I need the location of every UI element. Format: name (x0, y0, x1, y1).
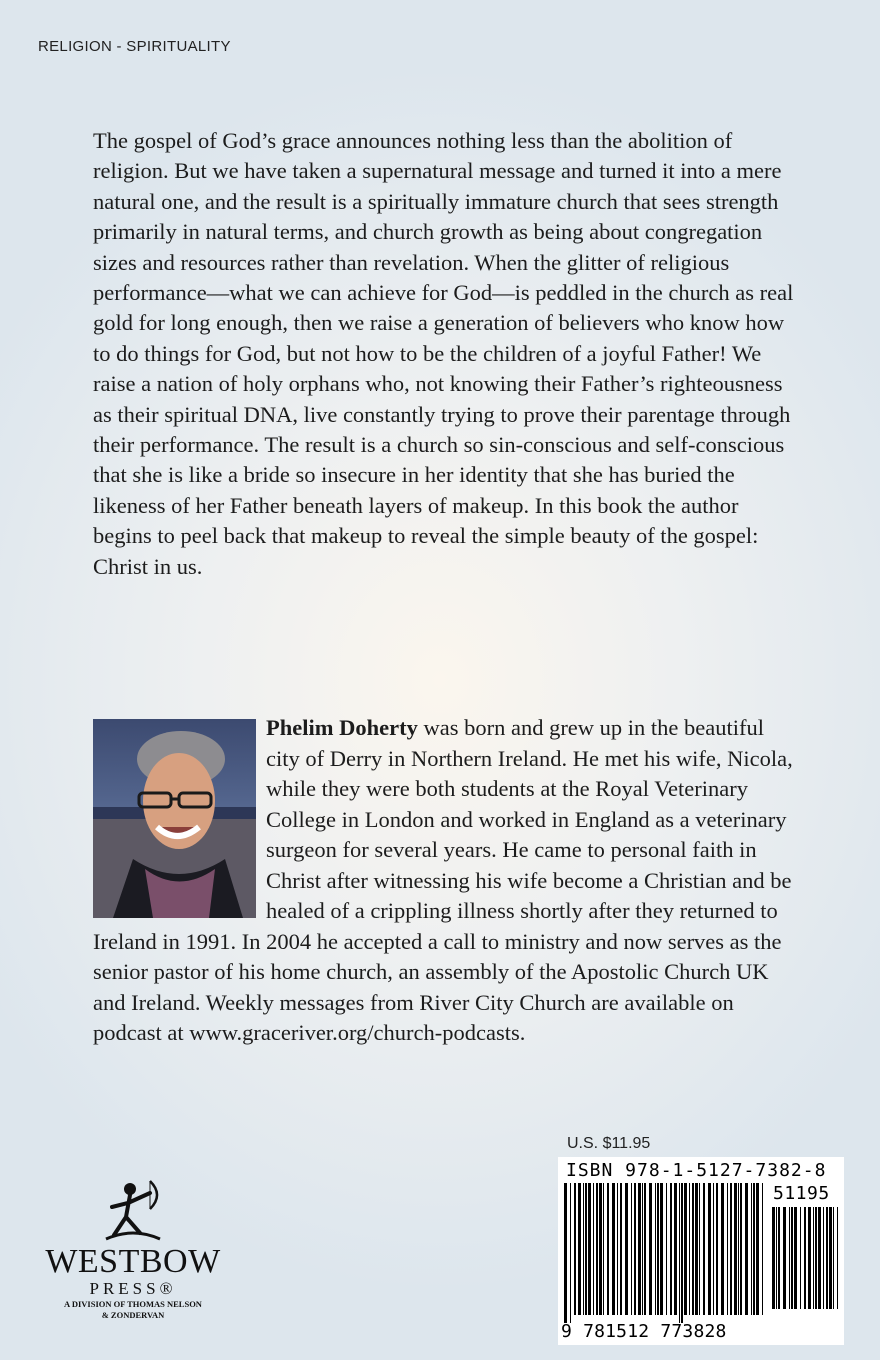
barcode-bar (588, 1183, 591, 1315)
barcode-bar (574, 1183, 576, 1315)
publisher-press: PRESS® (89, 1279, 177, 1298)
barcode-bar (800, 1207, 801, 1309)
barcode-bar (794, 1207, 797, 1309)
barcode-bar (716, 1183, 718, 1315)
barcode-bar (689, 1183, 690, 1315)
book-description: The gospel of God’s grace announces nothing less than the abolition of religion. But we have taken a supernatural message and turned it into a mere natural one, and the result is a spiritually immature church that sees strength primarily in natural terms, and church growth as being about congregation sizes and resources rather than revelation. When the glitter of religious performance—what we can achieve for God—is peddled in the church as real gold for long enough, then we raise a generation of believers who know how to do things for God, but not how to be the children of a joyful Father! We raise a nation of holy orphans who, not knowing their Father’s righteousness as their spiritual DNA, live constantly trying to prove their parentage through their performance. The result is a church so sin-conscious and self-conscious that she is like a bride so insecure in her identity that she has buried the likeness of her Father beneath layers of makeup. In this book the author begins to peel back that makeup to reveal the simple beauty of the gospel: Christ in us. (93, 128, 794, 579)
barcode-bar (740, 1183, 742, 1315)
barcode-bar (607, 1183, 609, 1315)
publisher-name: WESTBOW (45, 1243, 221, 1280)
barcode-bar (695, 1183, 698, 1315)
barcode-bar (826, 1207, 828, 1309)
barcode-bar (730, 1183, 732, 1315)
barcode-bar (699, 1183, 700, 1315)
barcode-bar (564, 1183, 567, 1323)
barcode-bar (674, 1183, 677, 1315)
category-label: RELIGION - SPIRITUALITY (38, 38, 231, 55)
barcode-bar (791, 1207, 793, 1309)
barcode-bar (596, 1183, 598, 1315)
price-label: U.S. $11.95 (567, 1135, 651, 1152)
barcode-bar (753, 1183, 755, 1315)
barcode-bar (692, 1183, 694, 1315)
barcode-bar (756, 1183, 759, 1315)
price-code: 51195 (773, 1183, 830, 1204)
barcode-bar (813, 1207, 814, 1309)
barcode-bar (679, 1183, 680, 1323)
barcode-bar (713, 1183, 714, 1315)
barcode-bar (708, 1183, 711, 1315)
publisher-division-2: & ZONDERVAN (101, 1310, 165, 1320)
barcode-bar (783, 1207, 786, 1309)
isbn-text: ISBN 978-1-5127-7382-8 (566, 1160, 827, 1181)
barcode-bar (666, 1183, 667, 1315)
barcode-bar (612, 1183, 615, 1315)
ean-barcode (564, 1183, 764, 1323)
barcode-bar (599, 1183, 602, 1315)
barcode-bar (578, 1183, 581, 1315)
barcode-bar (657, 1183, 659, 1315)
barcode-bar (776, 1207, 777, 1309)
barcode-bar (815, 1207, 817, 1309)
barcode-bar (593, 1183, 594, 1315)
archer-icon (28, 1175, 238, 1245)
barcode-bar (644, 1183, 646, 1315)
barcode-bar (837, 1207, 838, 1309)
barcode-bar (734, 1183, 737, 1315)
barcode-bar (631, 1183, 632, 1315)
author-bio-text: was born and grew up in the beautiful city of Derry in Northern Ireland. He met his wife, Nicola, while they were both students at the Royal Veterinary College in London and worked in England as a veterinary surgeon for several years. He came to personal faith in Christ after witnessing his wife become a Christian and be healed of a crippling illness shortly after they returned to Ireland in 1991. In 2004 he accepted a call to ministry and now serves as the senior pastor of his home church, an assembly of the Apostolic Church UK and Ireland. Weekly messages from River City Church are available on podcast at www.graceriver.org/church-podcasts. (93, 715, 793, 1045)
author-bio (93, 713, 793, 1049)
barcode-bar (745, 1183, 748, 1315)
barcode-bar (789, 1207, 790, 1309)
barcode-panel (558, 1157, 844, 1345)
barcode-bar (818, 1207, 821, 1309)
price-addon-barcode (772, 1207, 838, 1317)
barcode-bar (670, 1183, 672, 1315)
author-name: Phelim Doherty (266, 715, 418, 740)
barcode-bar (684, 1183, 687, 1315)
barcode-bar (823, 1207, 824, 1309)
barcode-bar (751, 1183, 752, 1315)
barcode-bar (703, 1183, 705, 1315)
publisher-logo (28, 1175, 238, 1335)
barcode-bar (570, 1183, 571, 1323)
barcode-bar (649, 1183, 652, 1315)
barcode-bar (638, 1183, 641, 1315)
barcode-bar (617, 1183, 618, 1315)
barcode-bar (634, 1183, 636, 1315)
barcode-bar (833, 1207, 834, 1309)
publisher-division-1: A DIVISION OF THOMAS NELSON (64, 1299, 202, 1309)
barcode-bar (620, 1183, 622, 1315)
barcode-bar (603, 1183, 604, 1315)
barcode-bar (583, 1183, 584, 1315)
barcode-bar (681, 1183, 683, 1323)
barcode-bar (778, 1207, 780, 1309)
ean-digits: 9 781512 773828 (561, 1321, 727, 1342)
barcode-bar (625, 1183, 628, 1315)
barcode-bar (738, 1183, 739, 1315)
barcode-bar (772, 1207, 775, 1309)
barcode-bar (829, 1207, 832, 1309)
barcode-bar (721, 1183, 724, 1315)
barcode-bar (642, 1183, 643, 1315)
barcode-bar (727, 1183, 728, 1315)
barcode-bar (585, 1183, 587, 1315)
barcode-bar (762, 1183, 763, 1315)
barcode-bar (660, 1183, 663, 1315)
barcode-bar (655, 1183, 656, 1315)
barcode-bar (808, 1207, 811, 1309)
barcode-bar (804, 1207, 806, 1309)
